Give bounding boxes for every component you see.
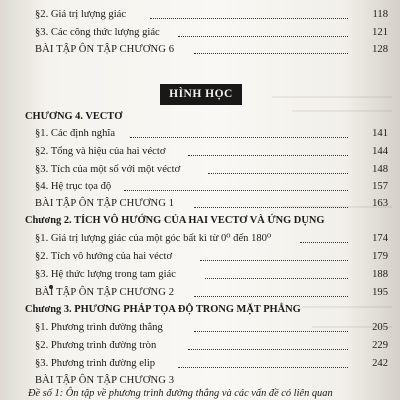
- toc-entry-title: §2. Tích vô hướng của hai véctơ: [35, 251, 173, 262]
- dot-leader: [194, 331, 348, 332]
- dot-leader: [194, 296, 348, 297]
- dot-leader: [188, 349, 348, 350]
- toc-entry: [0, 7, 400, 23]
- toc-entry-title: BÀI TẬP ÔN TẬP CHƯƠNG 2: [35, 287, 175, 298]
- topic-note: Đề số 1: Ôn tập về phương trình đường thẳng và các vấn đề có liên quan: [28, 388, 333, 399]
- toc-entry-title: BÀI TẬP ÔN TẬP CHƯƠNG 3: [35, 375, 175, 386]
- toc-entry-page: 195: [372, 287, 388, 298]
- toc-entry: [0, 25, 400, 41]
- dot-leader: [205, 278, 348, 279]
- toc-entry-page: 121: [372, 27, 388, 38]
- chapter-heading: [0, 109, 400, 125]
- toc-entry-page: 157: [372, 181, 388, 192]
- toc-entry: [0, 267, 400, 283]
- toc-entry-page: 188: [372, 269, 388, 280]
- show-through-text: [272, 96, 392, 98]
- toc-entry-page: 163: [372, 198, 388, 209]
- dot-leader: [300, 242, 348, 243]
- dot-leader: [124, 190, 348, 191]
- toc-entry-title: §2. Giá trị lượng giác: [35, 9, 127, 20]
- toc-entry-page: 229: [372, 340, 388, 351]
- toc-exercise-entry: [0, 42, 400, 58]
- toc-entry-page: 242: [372, 358, 388, 369]
- chapter-title: Chương 2. TÍCH VÔ HƯỚNG CỦA HAI VECTƠ VÀ ỨNG DỤNG: [25, 215, 325, 226]
- toc-entry-title: §1. Phương trình đường thẳng: [35, 322, 163, 333]
- toc-exercise-entry: [0, 285, 400, 301]
- toc-entry: [0, 320, 400, 336]
- chapter-title: Chương 3. PHƯƠNG PHÁP TỌA ĐỘ TRONG MẶT PHẲNG: [25, 304, 301, 315]
- toc-entry-title: §2. Tổng và hiệu của hai véctơ: [35, 146, 166, 157]
- toc-entry-page: 118: [372, 9, 388, 20]
- toc-entry-title: §3. Hệ thức lượng trong tam giác: [35, 269, 176, 280]
- part-heading: HÌNH HỌC: [160, 84, 242, 105]
- toc-entry-title: §3. Phương trình đường elip: [35, 358, 156, 369]
- dot-leader: [130, 137, 348, 138]
- toc-entry-page: 148: [372, 164, 388, 175]
- toc-entry: [0, 356, 400, 372]
- toc-entry-page: 141: [372, 128, 388, 139]
- toc-entry: [0, 338, 400, 354]
- toc-entry-title: §1. Các định nghĩa: [35, 128, 116, 139]
- toc-entry-page: 144: [372, 146, 388, 157]
- toc-entry-title: §3. Các công thức lượng giác: [35, 27, 160, 38]
- toc-entry-page: 128: [372, 44, 388, 55]
- toc-entry-page: 205: [372, 322, 388, 333]
- toc-entry: [0, 126, 400, 142]
- chapter-title: CHƯƠNG 4. VECTƠ: [25, 111, 123, 122]
- toc-entry: [0, 231, 400, 247]
- dot-leader: [150, 18, 348, 19]
- toc-entry-title: §4. Hệ trục tọa độ: [35, 181, 112, 192]
- chapter-heading: [0, 302, 400, 318]
- dot-leader: [178, 367, 348, 368]
- toc-entry-page: 174: [372, 233, 388, 244]
- toc-entry: [0, 144, 400, 160]
- dot-leader: [178, 36, 348, 37]
- toc-entry-title: §2. Phương trình đường tròn: [35, 340, 157, 351]
- toc-exercise-entry: [0, 373, 400, 389]
- toc-entry-title: §3. Tích của một số với một véctơ: [35, 164, 181, 175]
- chapter-heading: [0, 213, 400, 229]
- toc-entry: [0, 162, 400, 178]
- dot-leader: [200, 260, 348, 261]
- toc-entry-page: 179: [372, 251, 388, 262]
- toc-exercise-entry: [0, 196, 400, 212]
- dot-leader: [194, 207, 348, 208]
- toc-entry-title: BÀI TẬP ÔN TẬP CHƯƠNG 1: [35, 198, 175, 209]
- toc-entry-title: §1. Giá trị lượng giác của một góc bất kì từ 0⁰ đến 180⁰: [35, 233, 272, 244]
- toc-entry: [0, 179, 400, 195]
- dot-leader: [188, 155, 348, 156]
- toc-entry-title: BÀI TẬP ÔN TẬP CHƯƠNG 6: [35, 44, 175, 55]
- dot-leader: [194, 53, 348, 54]
- dot-leader: [208, 173, 348, 174]
- toc-entry: [0, 249, 400, 265]
